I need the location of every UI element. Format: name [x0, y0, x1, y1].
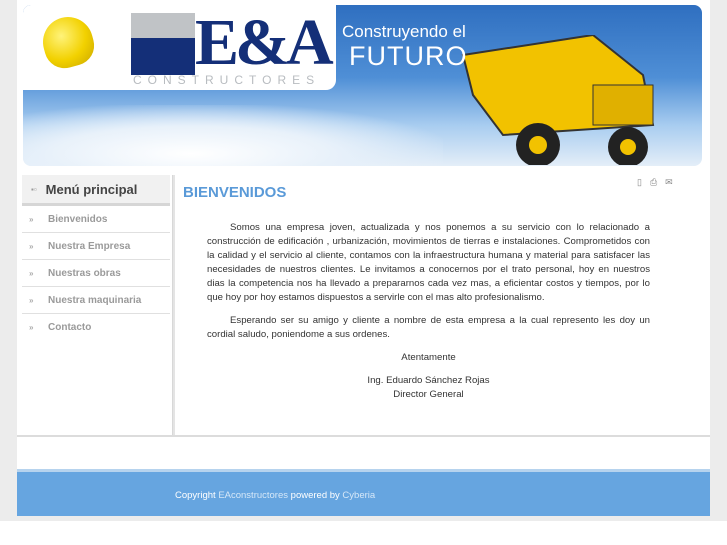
- site-link[interactable]: EAconstructores: [218, 490, 289, 501]
- menu-item-label: Nuestra Empresa: [48, 240, 131, 252]
- tagline-line2: FUTURO: [349, 41, 468, 71]
- logo-subtext: CONSTRUCTORES: [133, 73, 321, 87]
- powered-by-label: powered by: [290, 490, 340, 501]
- article-tools: [637, 177, 673, 188]
- chevron-double-right-icon: »: [29, 214, 34, 224]
- page-title: BIENVENIDOS: [183, 184, 287, 201]
- menu-item-nuestra-maquinaria[interactable]: [22, 287, 170, 314]
- menu-item-label: Contacto: [48, 322, 92, 333]
- menu-item-bienvenidos[interactable]: [22, 206, 170, 233]
- menu-item-label: Nuestras obras: [48, 267, 121, 279]
- menu-item-nuestras-obras[interactable]: [22, 260, 170, 287]
- pdf-icon[interactable]: ▯: [637, 177, 642, 187]
- menu-title: Menú principal: [45, 181, 138, 197]
- menu-item-label: Bienvenidos: [48, 213, 108, 225]
- header-banner: [23, 5, 702, 166]
- email-icon[interactable]: ✉: [665, 177, 673, 187]
- chevron-double-right-icon: »: [29, 241, 34, 251]
- menu-header: [22, 175, 170, 206]
- chevron-double-right-icon: »: [29, 323, 34, 332]
- column-divider: [172, 175, 175, 436]
- footer: [17, 469, 710, 516]
- menu-bullet-icon: ▪▫: [31, 184, 37, 194]
- clouds-decoration: [23, 105, 443, 166]
- cyberia-link[interactable]: Cyberia: [342, 490, 376, 501]
- logo-box: [23, 5, 336, 90]
- greeting-paragraph: Esperando ser su amigo y cliente a nombre de esta empresa a la cual represento les doy un cordial saludo, poniendome a sus ordenes.: [207, 315, 650, 340]
- logo-mark: [131, 13, 195, 75]
- footer-text: [175, 490, 375, 501]
- article-body: [207, 221, 650, 402]
- print-icon[interactable]: ⎙: [649, 177, 658, 187]
- chevron-double-right-icon: »: [29, 268, 34, 278]
- signature-title: Director General: [393, 389, 464, 400]
- hard-hat-icon: [37, 11, 98, 72]
- intro-paragraph: Somos una empresa joven, actualizada y nos ponemos a su servicio con lo relacionado a construcción de edificación , urbanización, movimientos de tierras e instalaciones. Comprometidos con la calidad y el servicio al cliente, contamos con la infraestructura humana y material para satisfacer las necesidades de nuestros clientes. Le invitamos a conocernos por el trato personal, hoy en nuestros dias la competencia nos ha llevado a prepararnos cada vez mas, a eficientar costos y tiempos, por lo que hoy por hoy estamos dispuestos a servirle con el mas alto profesionalismo.: [207, 222, 650, 303]
- content-bottom-border: [17, 435, 710, 437]
- main-menu: [22, 175, 170, 341]
- closing: Atentamente: [401, 352, 456, 363]
- copyright-label: Copyright: [175, 490, 216, 501]
- logo-text: E&A: [195, 6, 330, 79]
- dump-truck-image: [443, 35, 673, 165]
- tagline-line1: Construyendo el: [342, 22, 466, 41]
- menu-item-nuestra-empresa[interactable]: [22, 233, 170, 260]
- menu-item-contacto[interactable]: [22, 314, 170, 341]
- menu-item-label: Nuestra maquinaria: [48, 294, 142, 306]
- signature-name: Ing. Eduardo Sánchez Rojas: [367, 375, 490, 386]
- chevron-double-right-icon: »: [29, 295, 34, 305]
